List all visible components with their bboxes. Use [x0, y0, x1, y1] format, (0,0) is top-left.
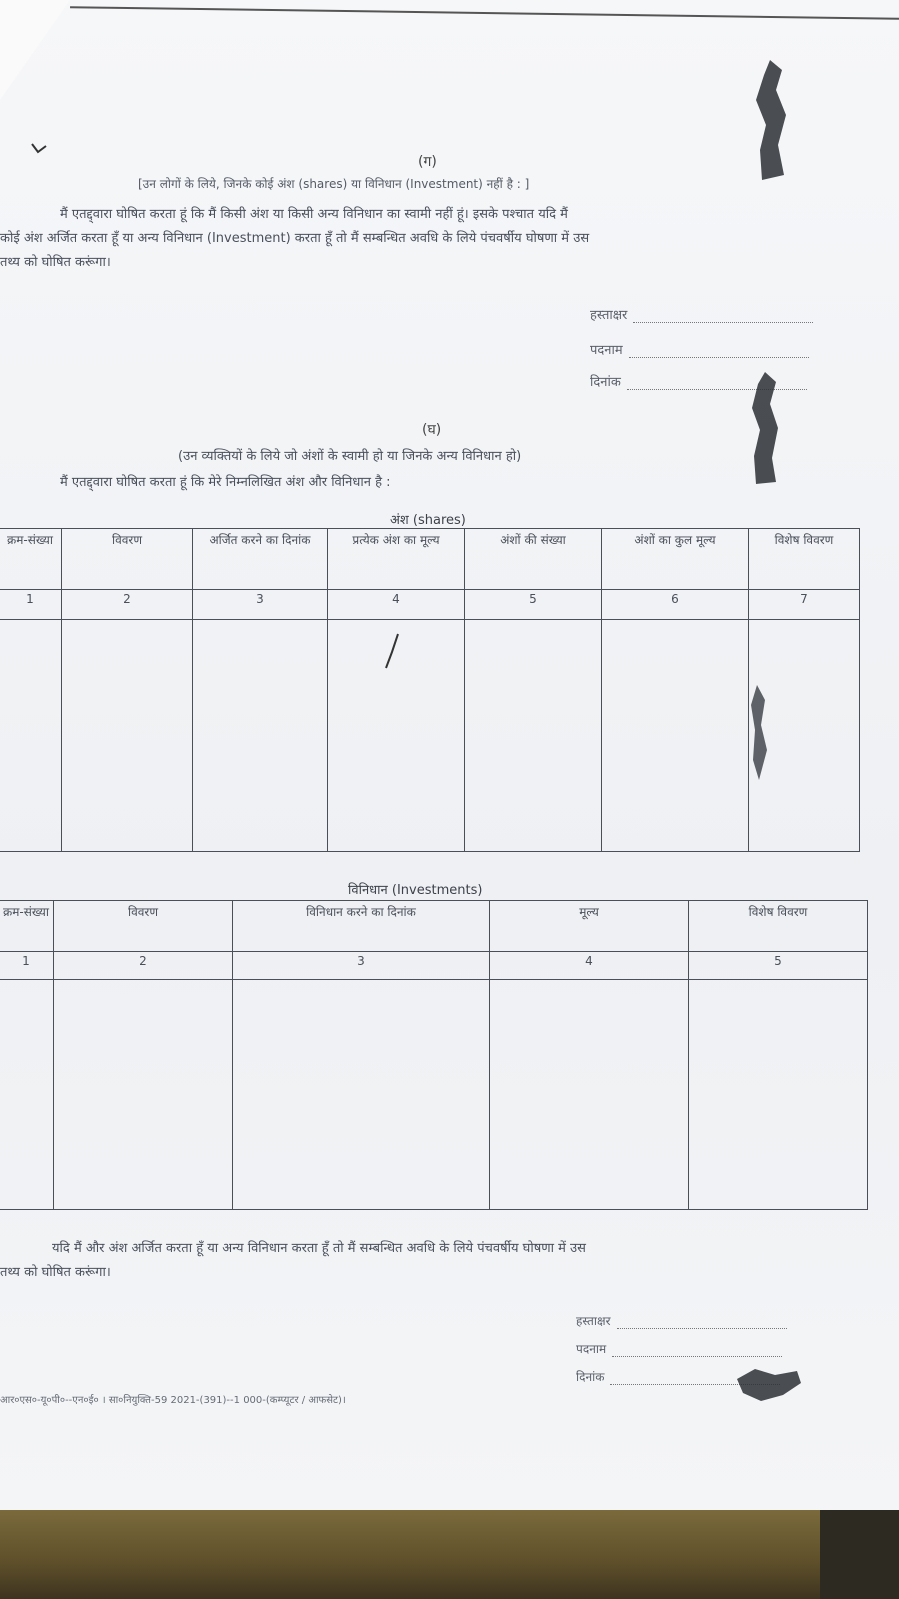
pen-mark	[382, 632, 402, 672]
floor-background	[0, 1510, 899, 1599]
floor-shadow	[820, 1510, 899, 1599]
shares-header-remarks: विशेष विवरण	[749, 529, 860, 590]
section-ga-heading: [उन लोगों के लिये, जिनके कोई अंश (shares) या विनिधान (Investment) नहीं है : ]	[138, 177, 530, 191]
pen-tick-mark	[30, 140, 48, 156]
shares-col-number: 1	[0, 590, 62, 620]
shares-col-number: 2	[62, 590, 193, 620]
investments-empty-row	[0, 980, 868, 1210]
designation-label: पदनाम	[576, 1342, 607, 1356]
section-gha-label: (घ)	[422, 422, 442, 438]
investments-col-number: 2	[54, 952, 233, 980]
investments-table-caption: विनिधान (Investments)	[348, 883, 483, 898]
investments-col-number: 4	[490, 952, 689, 980]
investments-col-number: 1	[0, 952, 54, 980]
page-corner-fold	[0, 0, 70, 100]
shares-col-number: 7	[749, 590, 860, 620]
shares-header-count: अंशों की संख्या	[465, 529, 602, 590]
investments-column-number-row	[0, 952, 868, 980]
footer-print-line: आर०एस०-यू०पी०--एन०ई० । सा०नियुक्ति-59 2021-(391)--1 000-(कम्प्यूटर / आफसेट)।	[0, 1395, 346, 1406]
shares-table-caption: अंश (shares)	[390, 513, 466, 528]
shares-header-unit-value: प्रत्येक अंश का मूल्य	[328, 529, 465, 590]
date-label: दिनांक	[590, 375, 621, 390]
section-ga-designation-line	[590, 340, 809, 358]
investments-header-remarks: विशेष विवरण	[689, 901, 868, 952]
closing-line-1: यदि मैं और अंश अर्जित करता हूँ या अन्य विनिधान करता हूँ तो मैं सम्बन्धित अवधि के लिये पंचवर्षीय घोषणा में उस	[52, 1241, 586, 1256]
section-ga-paragraph-line-2: कोई अंश अर्जित करता हूँ या अन्य विनिधान (Investment) करता हूँ तो मैं सम्बन्धित अवधि के लिये पंचवर्षीय घोषणा में उस	[0, 231, 590, 246]
shares-empty-row	[0, 620, 860, 852]
shares-header-total-value: अंशों का कुल मूल्य	[602, 529, 749, 590]
investments-header-value: मूल्य	[490, 901, 689, 952]
investments-header-serial: क्रम-संख्या	[0, 901, 54, 952]
designation-label: पदनाम	[590, 343, 623, 358]
signature-label: हस्ताक्षर	[576, 1314, 611, 1328]
investments-col-number: 5	[689, 952, 868, 980]
shares-col-number: 6	[602, 590, 749, 620]
ink-stamp-mark	[745, 680, 775, 790]
shares-col-number: 4	[328, 590, 465, 620]
shares-col-number: 5	[465, 590, 602, 620]
date-label: दिनांक	[576, 1370, 605, 1384]
section-gha-intro: मैं एतद्द्वारा घोषित करता हूं कि मेरे निम्नलिखित अंश और विनिधान है :	[60, 475, 391, 490]
shares-header-serial: क्रम-संख्या	[0, 529, 62, 590]
shares-header-description: विवरण	[62, 529, 193, 590]
shares-column-number-row	[0, 590, 860, 620]
investments-header-description: विवरण	[54, 901, 233, 952]
investments-header-date: विनिधान करने का दिनांक	[233, 901, 490, 952]
closing-signature-line	[576, 1312, 787, 1329]
closing-designation-line	[576, 1340, 782, 1357]
ink-stamp-mark	[735, 1365, 805, 1405]
ink-stamp-mark	[740, 55, 800, 185]
section-ga-paragraph-line-1: मैं एतद्द्वारा घोषित करता हूं कि मैं किसी अंश या किसी अन्य विनिधान का स्वामी नहीं हूं। इसके पश्चात यदि मैं	[60, 207, 568, 222]
shares-col-number: 3	[193, 590, 328, 620]
section-ga-paragraph-line-3: तथ्य को घोषित करूंगा।	[0, 255, 111, 270]
closing-line-2: तथ्य को घोषित करूंगा।	[0, 1265, 111, 1280]
shares-header-acquired-date: अर्जित करने का दिनांक	[193, 529, 328, 590]
shares-table	[0, 528, 860, 852]
section-gha-heading: (उन व्यक्तियों के लिये जो अंशों के स्वामी हो या जिनके अन्य विनिधान हो)	[178, 449, 522, 464]
section-ga-signature-line	[590, 305, 813, 323]
ink-stamp-mark	[740, 368, 790, 488]
section-ga-label: (ग)	[418, 154, 437, 170]
investments-table	[0, 900, 868, 1210]
signature-label: हस्ताक्षर	[590, 308, 628, 323]
investments-col-number: 3	[233, 952, 490, 980]
